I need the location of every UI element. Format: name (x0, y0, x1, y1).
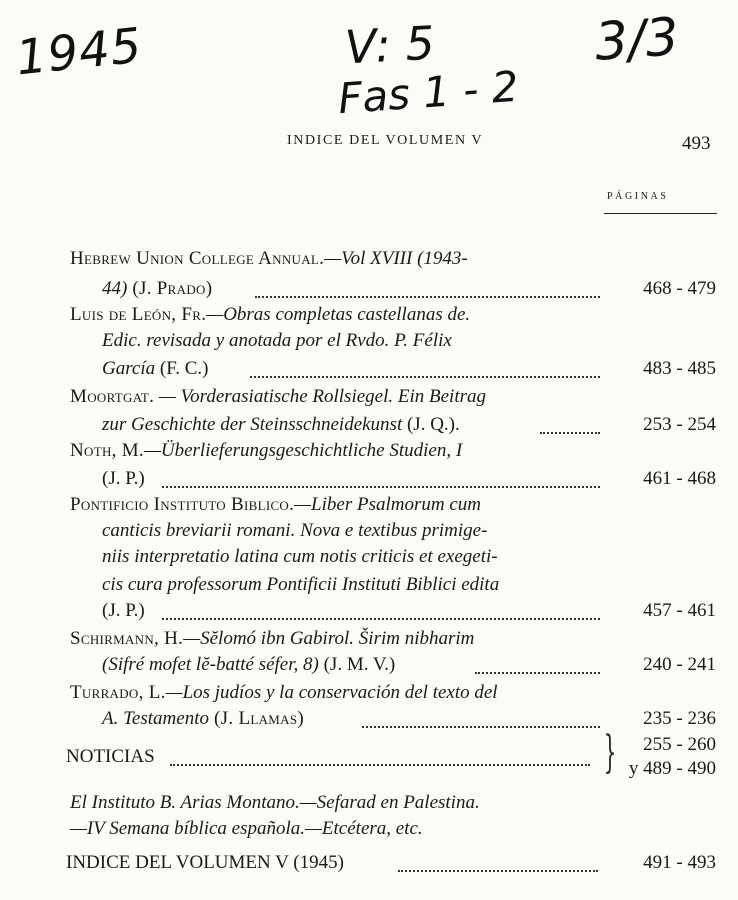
noticias-pages-b: y 489 - 490 (628, 758, 716, 779)
entry-author: Hebrew Union College Annual. (70, 248, 325, 269)
page-number: 493 (682, 133, 711, 154)
entry-title: Edic. revisada y anotada por el Rvdo. P. Félix (102, 330, 452, 351)
entry-title: García (102, 358, 156, 379)
index-label: INDICE DEL VOLUMEN V (1945) (66, 852, 344, 873)
entry-line (0, 598, 738, 624)
noticias-detail-line (0, 816, 738, 842)
entry-line (0, 246, 738, 272)
entry-line (0, 518, 738, 544)
entry-line (0, 302, 738, 328)
index-pages: 491 - 493 (643, 852, 716, 873)
noticias-label: NOTICIAS (66, 746, 155, 767)
entry-author: Pontificio Instituto Biblico. (70, 494, 295, 515)
dot-leader (362, 722, 600, 728)
dot-leader (398, 866, 598, 872)
handwritten-year: 1945 (13, 17, 145, 87)
noticias-detail: —IV Semana bíblica española.—Etcétera, etc. (70, 818, 423, 839)
paginas-rule (604, 213, 717, 214)
entry-line (0, 652, 738, 678)
entry-line (0, 438, 738, 464)
entry-author: Noth, M. (70, 440, 144, 461)
entry-title: niis interpretatio latina cum notis criticis et exegeti- (102, 546, 498, 567)
entry-line (0, 384, 738, 410)
dot-leader (250, 372, 600, 378)
entry-title: canticis breviarii romani. Nova e textibus primige- (102, 520, 488, 541)
entry-author: Luis de León, Fr. (70, 304, 207, 325)
entry-reviewer: (F. C.) (155, 358, 209, 379)
entry-line (0, 706, 738, 732)
entry-line (0, 328, 738, 354)
entry-title: — Vorderasiatische Rollsiegel. Ein Beitrag (154, 386, 486, 407)
entry-reviewer: (J. M. V.) (318, 654, 396, 675)
entry-title: zur Geschichte der Steinsschneidekunst (102, 414, 403, 435)
entry-reviewer: (J. Llamas) (208, 708, 304, 729)
entry-line (0, 626, 738, 652)
entry-title: A. Testamento (102, 708, 209, 729)
entry-pages: 483 - 485 (643, 358, 716, 379)
entry-line (0, 466, 738, 492)
page-header-title: INDICE DEL VOLUMEN V (287, 133, 484, 148)
entry-line (0, 544, 738, 570)
entry-title: —Sĕlomó ibn Gabirol. Širim nibharim (183, 628, 475, 649)
entry-line (0, 412, 738, 438)
entry-pages: 235 - 236 (643, 708, 716, 729)
entry-title: (Sifré mofet lĕ-batté séfer, 8) (102, 654, 319, 675)
entry-author: Schirmann, H. (70, 628, 184, 649)
entry-reviewer: (J. P.) (102, 468, 145, 489)
entry-reviewer: (J. Q.). (402, 414, 460, 435)
dot-leader (475, 668, 600, 674)
entry-title: —Überlieferungsgeschichtliche Studien, I (143, 440, 463, 461)
dot-leader (540, 428, 600, 434)
entry-title: —Liber Psalmorum cum (294, 494, 481, 515)
entry-pages: 253 - 254 (643, 414, 716, 435)
entry-pages: 461 - 468 (643, 468, 716, 489)
entry-author: Turrado, L. (70, 682, 166, 703)
entry-pages: 240 - 241 (643, 654, 716, 675)
brace-glyph: } (603, 727, 617, 778)
entry-title: 44) (102, 278, 128, 299)
entry-line (0, 356, 738, 382)
index-line (0, 850, 738, 876)
entry-title: cis cura professorum Pontificii Instituti Biblici edita (102, 574, 500, 595)
dot-leader (255, 292, 600, 298)
entry-line (0, 276, 738, 302)
noticias-pages-line (0, 732, 738, 758)
entry-line (0, 492, 738, 518)
noticias-detail-line (0, 790, 738, 816)
entry-pages: 457 - 461 (643, 600, 716, 621)
paginas-column-label: PÁGINAS (607, 191, 669, 202)
entry-reviewer: (J. P.) (102, 600, 145, 621)
entry-title: —Vol XVIII (1943- (324, 248, 468, 269)
entry-title: —Los judíos y la conservación del texto del (165, 682, 498, 703)
noticias-detail: El Instituto B. Arias Montano.—Sefarad en Palestina. (70, 792, 480, 813)
noticias-pages-a: 255 - 260 (643, 734, 716, 755)
entry-line (0, 680, 738, 706)
entry-reviewer: (J. Prado) (127, 278, 213, 299)
entry-pages: 468 - 479 (643, 278, 716, 299)
noticias-pages-line (0, 756, 738, 782)
entry-title: —Obras completas castellanas de. (206, 304, 471, 325)
handwritten-number: 3/3 (593, 7, 681, 73)
entry-author: Moortgat. (70, 386, 155, 407)
handwritten-fascicles: Fas 1 - 2 (336, 61, 520, 124)
entry-line (0, 572, 738, 598)
dot-leader (162, 614, 600, 620)
dot-leader (162, 482, 600, 488)
handwritten-volume: V: 5 (343, 15, 436, 75)
